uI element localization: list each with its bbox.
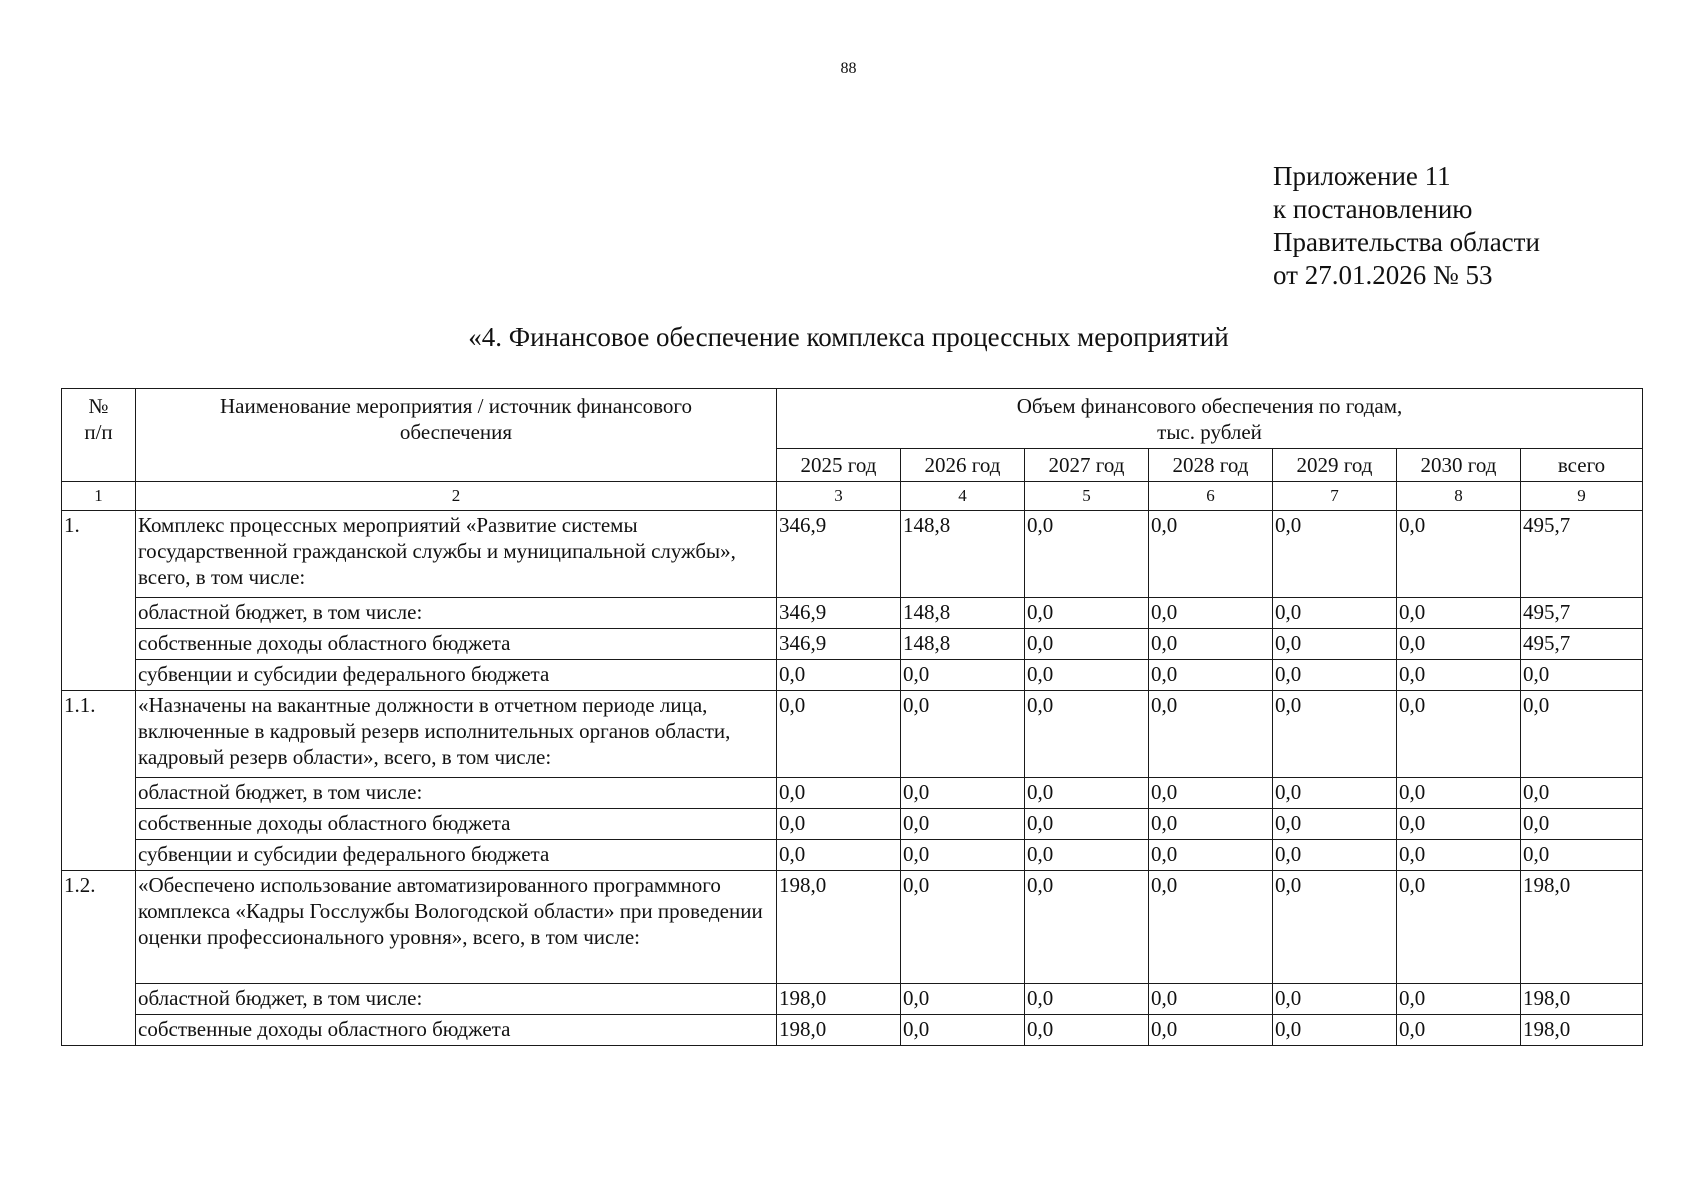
row-name: собственные доходы областного бюджета xyxy=(136,809,777,840)
cell-value: 0,0 xyxy=(1397,778,1521,809)
cell-value: 0,0 xyxy=(1273,511,1397,598)
cell-value: 0,0 xyxy=(1149,840,1273,871)
column-number: 9 xyxy=(1521,482,1643,511)
cell-value: 0,0 xyxy=(1025,691,1149,778)
cell-value: 0,0 xyxy=(1273,871,1397,984)
cell-value: 0,0 xyxy=(901,984,1025,1015)
cell-value: 0,0 xyxy=(777,778,901,809)
cell-value: 0,0 xyxy=(1025,778,1149,809)
cell-value: 346,9 xyxy=(777,598,901,629)
cell-value: 0,0 xyxy=(1149,984,1273,1015)
cell-value: 346,9 xyxy=(777,511,901,598)
header-num: № п/п xyxy=(62,389,136,482)
cell-value: 0,0 xyxy=(1025,629,1149,660)
cell-value: 0,0 xyxy=(1025,840,1149,871)
cell-value: 0,0 xyxy=(1521,660,1643,691)
cell-value: 0,0 xyxy=(777,660,901,691)
cell-value: 148,8 xyxy=(901,598,1025,629)
cell-value: 0,0 xyxy=(1149,629,1273,660)
cell-value: 0,0 xyxy=(1521,778,1643,809)
cell-value: 0,0 xyxy=(1025,871,1149,984)
column-number: 6 xyxy=(1149,482,1273,511)
cell-value: 198,0 xyxy=(1521,984,1643,1015)
cell-value: 0,0 xyxy=(1149,691,1273,778)
cell-value: 0,0 xyxy=(1397,629,1521,660)
row-name: «Обеспечено использование автоматизированного программного комплекса «Кадры Госслужбы Вологодской области» при проведении оценки профессионального уровня», всего, в том числе: xyxy=(136,871,777,984)
cell-value: 495,7 xyxy=(1521,598,1643,629)
appendix-block xyxy=(1273,160,1540,292)
table-row xyxy=(62,809,1643,840)
column-number: 5 xyxy=(1025,482,1149,511)
cell-value: 0,0 xyxy=(1397,1015,1521,1046)
appendix-line: Правительства области xyxy=(1273,227,1540,257)
cell-value: 0,0 xyxy=(777,809,901,840)
table-row xyxy=(62,691,1643,778)
cell-value: 0,0 xyxy=(1397,871,1521,984)
table-row xyxy=(62,871,1643,984)
header-year: 2025 год xyxy=(777,449,901,482)
cell-value: 0,0 xyxy=(1397,598,1521,629)
row-number: 1.1. xyxy=(62,691,136,871)
cell-value: 0,0 xyxy=(1397,984,1521,1015)
column-number: 1 xyxy=(62,482,136,511)
cell-value: 0,0 xyxy=(1273,809,1397,840)
cell-value: 198,0 xyxy=(777,984,901,1015)
row-number: 1.2. xyxy=(62,871,136,1046)
row-name: собственные доходы областного бюджета xyxy=(136,629,777,660)
cell-value: 495,7 xyxy=(1521,511,1643,598)
financing-table xyxy=(61,388,1643,1046)
cell-value: 198,0 xyxy=(777,871,901,984)
table-row xyxy=(62,1015,1643,1046)
cell-value: 0,0 xyxy=(1397,809,1521,840)
cell-value: 0,0 xyxy=(901,840,1025,871)
appendix-line: к постановлению xyxy=(1273,194,1473,224)
column-number-row xyxy=(62,482,1643,511)
cell-value: 148,8 xyxy=(901,629,1025,660)
table-row xyxy=(62,660,1643,691)
appendix-line: от 27.01.2026 № 53 xyxy=(1273,260,1493,290)
table-row xyxy=(62,778,1643,809)
cell-value: 0,0 xyxy=(901,809,1025,840)
cell-value: 0,0 xyxy=(1149,1015,1273,1046)
row-name: областной бюджет, в том числе: xyxy=(136,598,777,629)
header-year: 2028 год xyxy=(1149,449,1273,482)
row-name: субвенции и субсидии федерального бюджета xyxy=(136,660,777,691)
cell-value: 198,0 xyxy=(1521,871,1643,984)
page-number: 88 xyxy=(840,60,857,77)
cell-value: 0,0 xyxy=(1397,840,1521,871)
cell-value: 0,0 xyxy=(1273,778,1397,809)
row-name: областной бюджет, в том числе: xyxy=(136,778,777,809)
appendix-line: Приложение 11 xyxy=(1273,161,1451,191)
table-row xyxy=(62,629,1643,660)
header-year: 2027 год xyxy=(1025,449,1149,482)
cell-value: 0,0 xyxy=(1025,1015,1149,1046)
cell-value: 0,0 xyxy=(1025,809,1149,840)
column-number: 2 xyxy=(136,482,777,511)
cell-value: 0,0 xyxy=(777,840,901,871)
row-name: субвенции и субсидии федерального бюджета xyxy=(136,840,777,871)
cell-value: 0,0 xyxy=(1025,984,1149,1015)
column-number: 8 xyxy=(1397,482,1521,511)
header-total: всего xyxy=(1521,449,1643,482)
cell-value: 0,0 xyxy=(777,691,901,778)
cell-value: 0,0 xyxy=(1521,691,1643,778)
column-number: 4 xyxy=(901,482,1025,511)
row-name: собственные доходы областного бюджета xyxy=(136,1015,777,1046)
cell-value: 0,0 xyxy=(901,778,1025,809)
row-name: Комплекс процессных мероприятий «Развитие системы государственной гражданской службы и муниципальной службы», всего, в том числе: xyxy=(136,511,777,598)
cell-value: 0,0 xyxy=(1025,598,1149,629)
cell-value: 0,0 xyxy=(1273,984,1397,1015)
header-year: 2030 год xyxy=(1397,449,1521,482)
row-name: «Назначены на вакантные должности в отчетном периоде лица, включенные в кадровый резерв исполнительных органов области, кадровый резерв области», всего, в том числе: xyxy=(136,691,777,778)
column-number: 3 xyxy=(777,482,901,511)
cell-value: 0,0 xyxy=(1149,660,1273,691)
header-name: Наименование мероприятия / источник финансового обеспечения xyxy=(136,389,777,482)
row-number: 1. xyxy=(62,511,136,691)
cell-value: 0,0 xyxy=(1273,660,1397,691)
cell-value: 0,0 xyxy=(1149,598,1273,629)
cell-value: 0,0 xyxy=(1149,871,1273,984)
cell-value: 0,0 xyxy=(1273,598,1397,629)
table-row xyxy=(62,984,1643,1015)
cell-value: 0,0 xyxy=(1397,511,1521,598)
cell-value: 0,0 xyxy=(1149,778,1273,809)
cell-value: 0,0 xyxy=(901,691,1025,778)
cell-value: 0,0 xyxy=(1149,809,1273,840)
document-title: «4. Финансовое обеспечение комплекса процессных мероприятий xyxy=(468,322,1229,352)
cell-value: 198,0 xyxy=(1521,1015,1643,1046)
cell-value: 0,0 xyxy=(1273,691,1397,778)
table-row xyxy=(62,511,1643,598)
cell-value: 0,0 xyxy=(1273,840,1397,871)
cell-value: 0,0 xyxy=(901,660,1025,691)
cell-value: 0,0 xyxy=(1521,840,1643,871)
header-year: 2026 год xyxy=(901,449,1025,482)
cell-value: 0,0 xyxy=(1149,511,1273,598)
cell-value: 198,0 xyxy=(777,1015,901,1046)
header-volume: Объем финансового обеспечения по годам, тыс. рублей xyxy=(777,389,1643,449)
cell-value: 0,0 xyxy=(1273,629,1397,660)
cell-value: 0,0 xyxy=(901,871,1025,984)
cell-value: 0,0 xyxy=(1397,691,1521,778)
cell-value: 0,0 xyxy=(1397,660,1521,691)
cell-value: 0,0 xyxy=(1025,660,1149,691)
header-year: 2029 год xyxy=(1273,449,1397,482)
cell-value: 0,0 xyxy=(1025,511,1149,598)
table-row xyxy=(62,598,1643,629)
cell-value: 148,8 xyxy=(901,511,1025,598)
cell-value: 0,0 xyxy=(1521,809,1643,840)
column-number: 7 xyxy=(1273,482,1397,511)
table-row xyxy=(62,840,1643,871)
cell-value: 0,0 xyxy=(901,1015,1025,1046)
cell-value: 346,9 xyxy=(777,629,901,660)
cell-value: 0,0 xyxy=(1273,1015,1397,1046)
cell-value: 495,7 xyxy=(1521,629,1643,660)
row-name: областной бюджет, в том числе: xyxy=(136,984,777,1015)
